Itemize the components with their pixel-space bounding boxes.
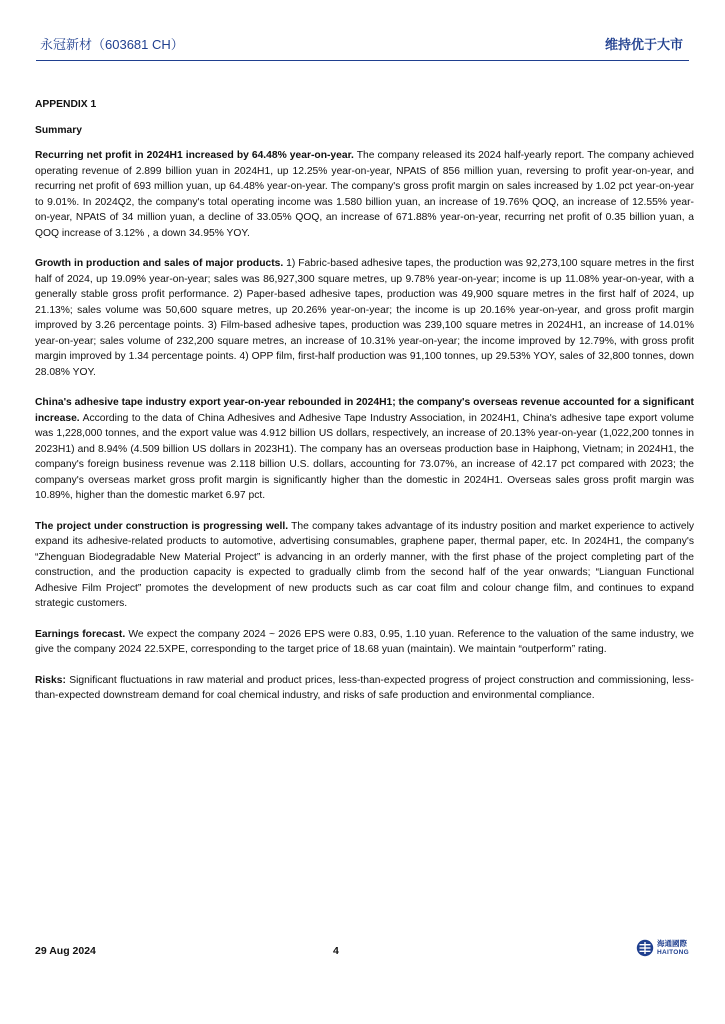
summary-title: Summary xyxy=(35,124,82,136)
report-body xyxy=(35,97,694,719)
page-footer xyxy=(35,939,689,963)
header-rule xyxy=(36,60,689,61)
company-ticker: 永冠新材（603681 CH） xyxy=(40,37,184,52)
paragraph-production-sales xyxy=(35,256,694,380)
paragraph-body: We expect the company 2024 ~ 2026 EPS were 0.83, 0.95, 1.10 yuan. Reference to the valuation of the same industry, we give the company 2024 22.5XPE, corresponding to the target price of 18.68 yuan (maintain). We maintain “outperform” rating. xyxy=(35,628,695,655)
paragraph-body: The company takes advantage of its industry position and market experience to actively expand its adhesive-related products to automotive, advertising consumables, graphene paper, thermal paper, etc. In 2024H1, the company's “Zhenguan Biodegradable New Material Project” is advancing in an orderly manner, with the first phase of the project completing part of the construction, and the production capacity is expected to gradually climb from the second half of the year onwards; “Lianguan Functional Adhesive Film Project” promotes the development of new products such as car coat film and colour change film, and continues to expand strategic customers. xyxy=(35,520,695,609)
haitong-logo xyxy=(636,939,689,957)
paragraph-body: 1) Fabric-based adhesive tapes, the production was 92,273,100 square metres in the first half of 2024, up 19.09% year-on-year; sales was 86,927,300 square metres, up 9.78% year-on-year; income is up 11.08% year-on-year, with a generally stable gross profit performance. 2) Paper-based adhesive tapes, production was 49,900 square metres in the first half of 2024, up 21.13%; sales volume was 50,600 square metres, up 20.26% year-on-year; the income is up 20.16% year-on-year, and gross profit margin improved by 3.26 percentage points. 3) Film-based adhesive tapes, production was 239,100 square metres in 2024H1, an increase of 14.01% year-on-year; sales volume of 232,200 square metres, an increase of 10.31% year-on-year; the income improved by 12.79%, with gross profit margin improved by 1.34 percentage points. 4) OPP film, first-half production was 91,100 tonnes, up 29.53% YOY, sales of 32,800 tonnes, down 28.08% YOY. xyxy=(35,258,694,378)
paragraph-body: According to the data of China Adhesives and Adhesive Tape Industry Association, in 2024H1, China's adhesive tape export volume was 1,228,000 tonnes, and the export value was 4.912 billion US dollars, respectively, an increase of 20.13% year-on-year (1,022,200 tonnes in 2023H1) and 8.94% (4.509 billion US dollars in 2023H1). The company has an overseas production base in Haiphong, Vietnam; in 2024H1, the company's foreign business revenue was 2.118 billion U.S. dollars, accounting for 73.07%, an increase of 42.17 pct compared with 2023; the company's overseas market gross profit margin is significantly higher than the domestic in 2024H1. Overseas sales gross profit margin was 10.89%, higher than the domestic market 6.97 pct. xyxy=(35,412,694,501)
paragraph-export xyxy=(35,395,694,504)
paragraph-lead: China's adhesive tape industry export year-on-year rebounded in 2024H1; the company's overseas revenue accounted for a significant increase. xyxy=(35,397,694,424)
paragraph-projects xyxy=(35,519,694,612)
logo-en-text: HAITONG xyxy=(657,949,689,956)
paragraph-lead: Growth in production and sales of major products. xyxy=(35,258,284,269)
paragraph-lead: The project under construction is progressing well. xyxy=(35,520,289,532)
appendix-title: APPENDIX 1 xyxy=(35,99,97,110)
report-date: 29 Aug 2024 xyxy=(35,945,96,957)
paragraph-body: The company released its 2024 half-yearly report. The company achieved operating revenue of 2.899 billion yuan in 2024H1, up 12.25% year-on-year, NPAtS of 856 million yuan, reversing to profit year-on-year, and recurring net profit of 693 million yuan, up 64.48% year-on-year. The company's gross profit margin on sales increased by 1.02 pct year-on-year to 9.01%. In 2024Q2, the company's total operating income was 1.580 billion yuan, an increase of 19.76% QOQ, an increase of 12.55% year-on-year, NPAtS of 34 million yuan, a decline of 33.05% QOQ, an increase of 671.88% year-on-year, recurring net profit of 0.35 billion yuan, a QOQ increase of 3.12% , a down 34.95% YOY. xyxy=(35,150,694,239)
paragraph-earnings-forecast xyxy=(35,627,694,658)
paragraph-body: Significant fluctuations in raw material and product prices, less-than-expected progress of project construction and commissioning, less-than-expected downstream demand for coal chemical industry, and risks of safe production and environmental compliance. xyxy=(35,674,694,701)
page-number: 4 xyxy=(333,945,339,957)
paragraph-risks xyxy=(35,673,694,704)
paragraph-lead: Risks: xyxy=(35,674,66,686)
haitong-logo-icon xyxy=(636,939,654,957)
paragraph-lead: Earnings forecast. xyxy=(35,628,126,640)
paragraph-lead: Recurring net profit in 2024H1 increased by 64.48% year-on-year. xyxy=(35,150,354,161)
rating-tagline: 维持优于大市 xyxy=(604,37,683,52)
logo-cn-text: 海通國際 xyxy=(657,939,688,948)
page-header xyxy=(40,34,683,56)
logo-wordmark xyxy=(657,939,689,957)
paragraph-recurring-net-profit xyxy=(35,148,694,241)
